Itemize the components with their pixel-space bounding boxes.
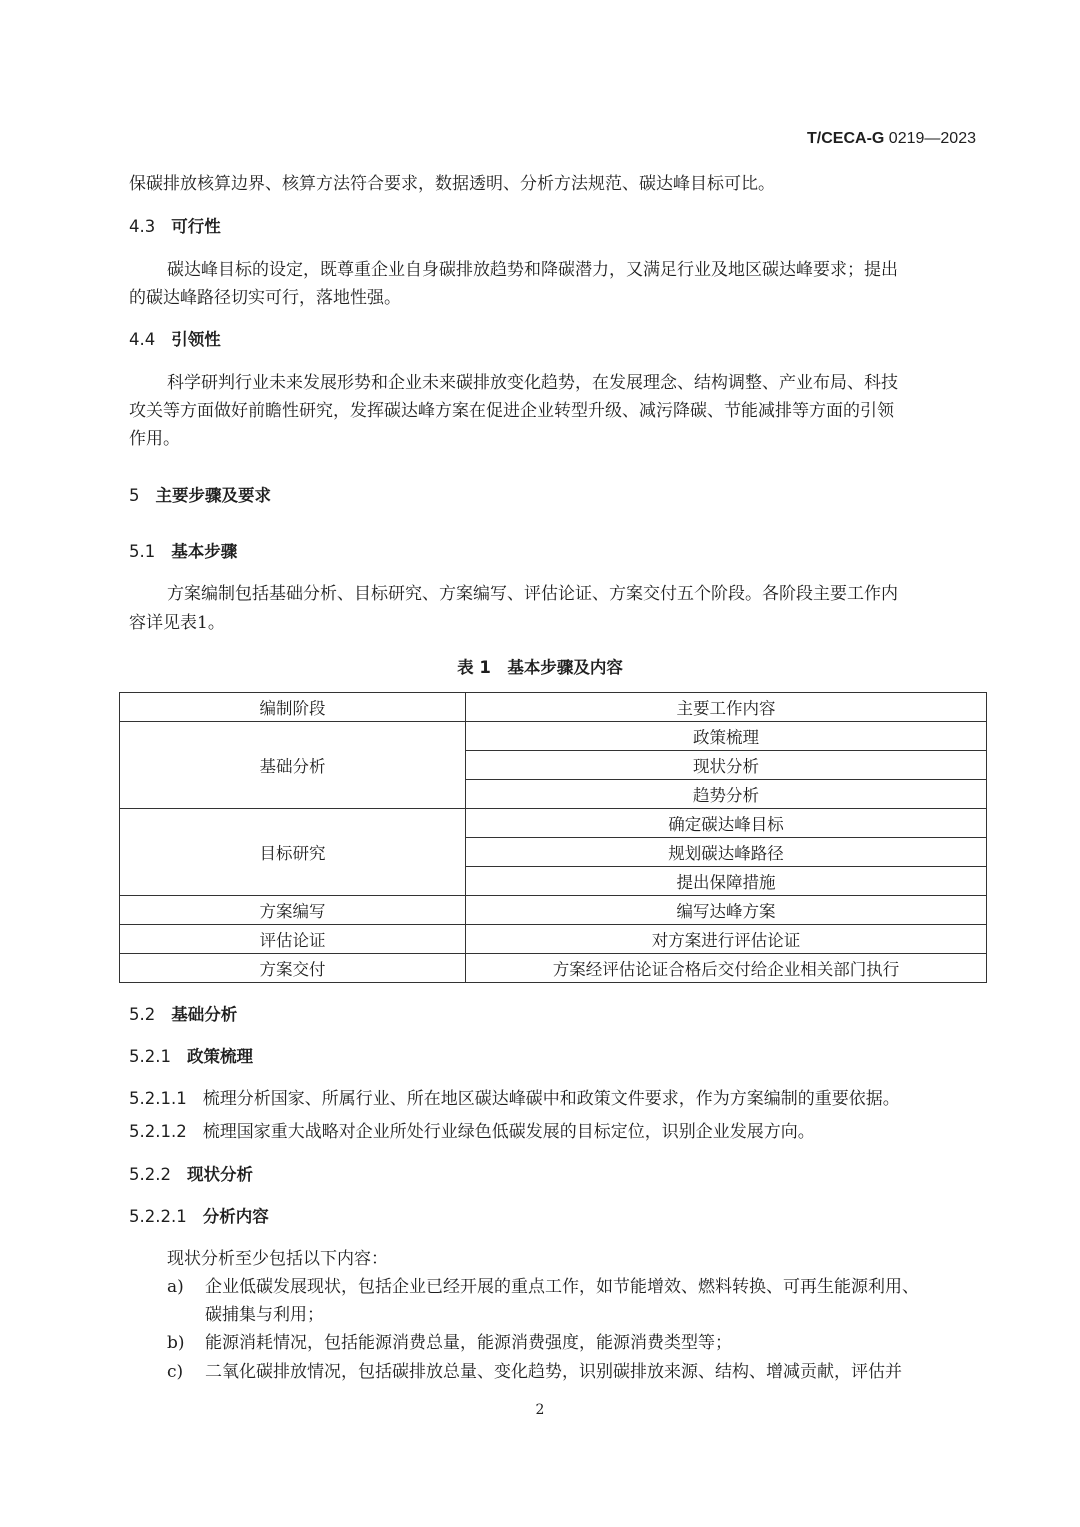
table-row: [120, 954, 987, 983]
section-heading-5-2: 5.2 基础分析: [129, 1005, 238, 1024]
table-row: [120, 896, 987, 925]
content-cell: 趋势分析: [466, 780, 987, 809]
paragraph-line: 碳达峰目标的设定，既尊重企业自身碳排放趋势和降碳潜力，又满足行业及地区碳达峰要求；提出: [167, 260, 898, 280]
paragraph-line: 方案编制包括基础分析、目标研究、方案编写、评估论证、方案交付五个阶段。各阶段主要工作内: [167, 584, 898, 604]
section-heading-5-2-1: 5.2.1 政策梳理: [129, 1047, 253, 1066]
paragraph-line: 保碳排放核算边界、核算方法符合要求，数据透明、分析方法规范、碳达峰目标可比。: [129, 174, 775, 194]
content-cell: 现状分析: [466, 751, 987, 780]
list-item-text: 二氧化碳排放情况，包括碳排放总量、变化趋势，识别碳排放来源、结构、增减贡献，评估并: [205, 1362, 902, 1382]
list-item-text: 能源消耗情况，包括能源消费总量，能源消费强度，能源消费类型等；: [205, 1333, 732, 1353]
content-cell: 方案经评估论证合格后交付给企业相关部门执行: [466, 954, 987, 983]
section-heading-4-4: 4.4 引领性: [129, 330, 221, 349]
content-cell: 确定碳达峰目标: [466, 809, 987, 838]
table-row: [120, 925, 987, 954]
paragraph-line: 科学研判行业未来发展形势和企业未来碳排放变化趋势，在发展理念、结构调整、产业布局、科技: [167, 373, 898, 393]
section-heading-5-1: 5.1 基本步骤: [129, 542, 238, 561]
section-heading-5-2-2-1: 5.2.2.1 分析内容: [129, 1207, 269, 1226]
list-intro: 现状分析至少包括以下内容：: [167, 1249, 388, 1269]
stage-cell: 评估论证: [120, 925, 466, 954]
steps-table: [119, 692, 987, 983]
list-item-text: 企业低碳发展现状，包括企业已经开展的重点工作，如节能增效、燃料转换、可再生能源利用、: [205, 1277, 919, 1297]
table-row: [120, 809, 987, 838]
stage-cell: 基础分析: [120, 722, 466, 809]
paragraph-line: 的碳达峰路径切实可行，落地性强。: [129, 288, 401, 308]
list-item-label: a): [167, 1277, 184, 1297]
clause-5-2-1-2: 5.2.1.2 梳理国家重大战略对企业所处行业绿色低碳发展的目标定位，识别企业发展方向。: [129, 1122, 815, 1142]
page-number: 2: [535, 1402, 545, 1418]
paragraph-line: 作用。: [129, 429, 180, 449]
table-header-row: [120, 693, 987, 722]
list-item-label: b): [167, 1333, 185, 1353]
paragraph-line: 攻关等方面做好前瞻性研究，发挥碳达峰方案在促进企业转型升级、减污降碳、节能减排等方面的引领: [129, 401, 894, 421]
content-cell: 提出保障措施: [466, 867, 987, 896]
table-caption: 表 1 基本步骤及内容: [457, 658, 623, 677]
content-cell: 政策梳理: [466, 722, 987, 751]
section-heading-5-2-2: 5.2.2 现状分析: [129, 1165, 253, 1184]
standard-code: T/CECA-G 0219—2023: [807, 130, 976, 147]
paragraph-line: 容详见表1。: [129, 613, 225, 633]
stage-cell: 方案交付: [120, 954, 466, 983]
table-header-cell: 主要工作内容: [466, 693, 987, 722]
list-item-label: c): [167, 1362, 184, 1382]
clause-5-2-1-1: 5.2.1.1 梳理分析国家、所属行业、所在地区碳达峰碳中和政策文件要求，作为方案编制的重要依据。: [129, 1089, 900, 1109]
stage-cell: 方案编写: [120, 896, 466, 925]
list-item-text: 碳捕集与利用；: [205, 1305, 324, 1325]
section-heading-4-3: 4.3 可行性: [129, 217, 221, 236]
content-cell: 对方案进行评估论证: [466, 925, 987, 954]
table-row: [120, 722, 987, 751]
table-header-cell: 编制阶段: [120, 693, 466, 722]
section-heading-5: 5 主要步骤及要求: [129, 486, 271, 505]
stage-cell: 目标研究: [120, 809, 466, 896]
content-cell: 编写达峰方案: [466, 896, 987, 925]
content-cell: 规划碳达峰路径: [466, 838, 987, 867]
